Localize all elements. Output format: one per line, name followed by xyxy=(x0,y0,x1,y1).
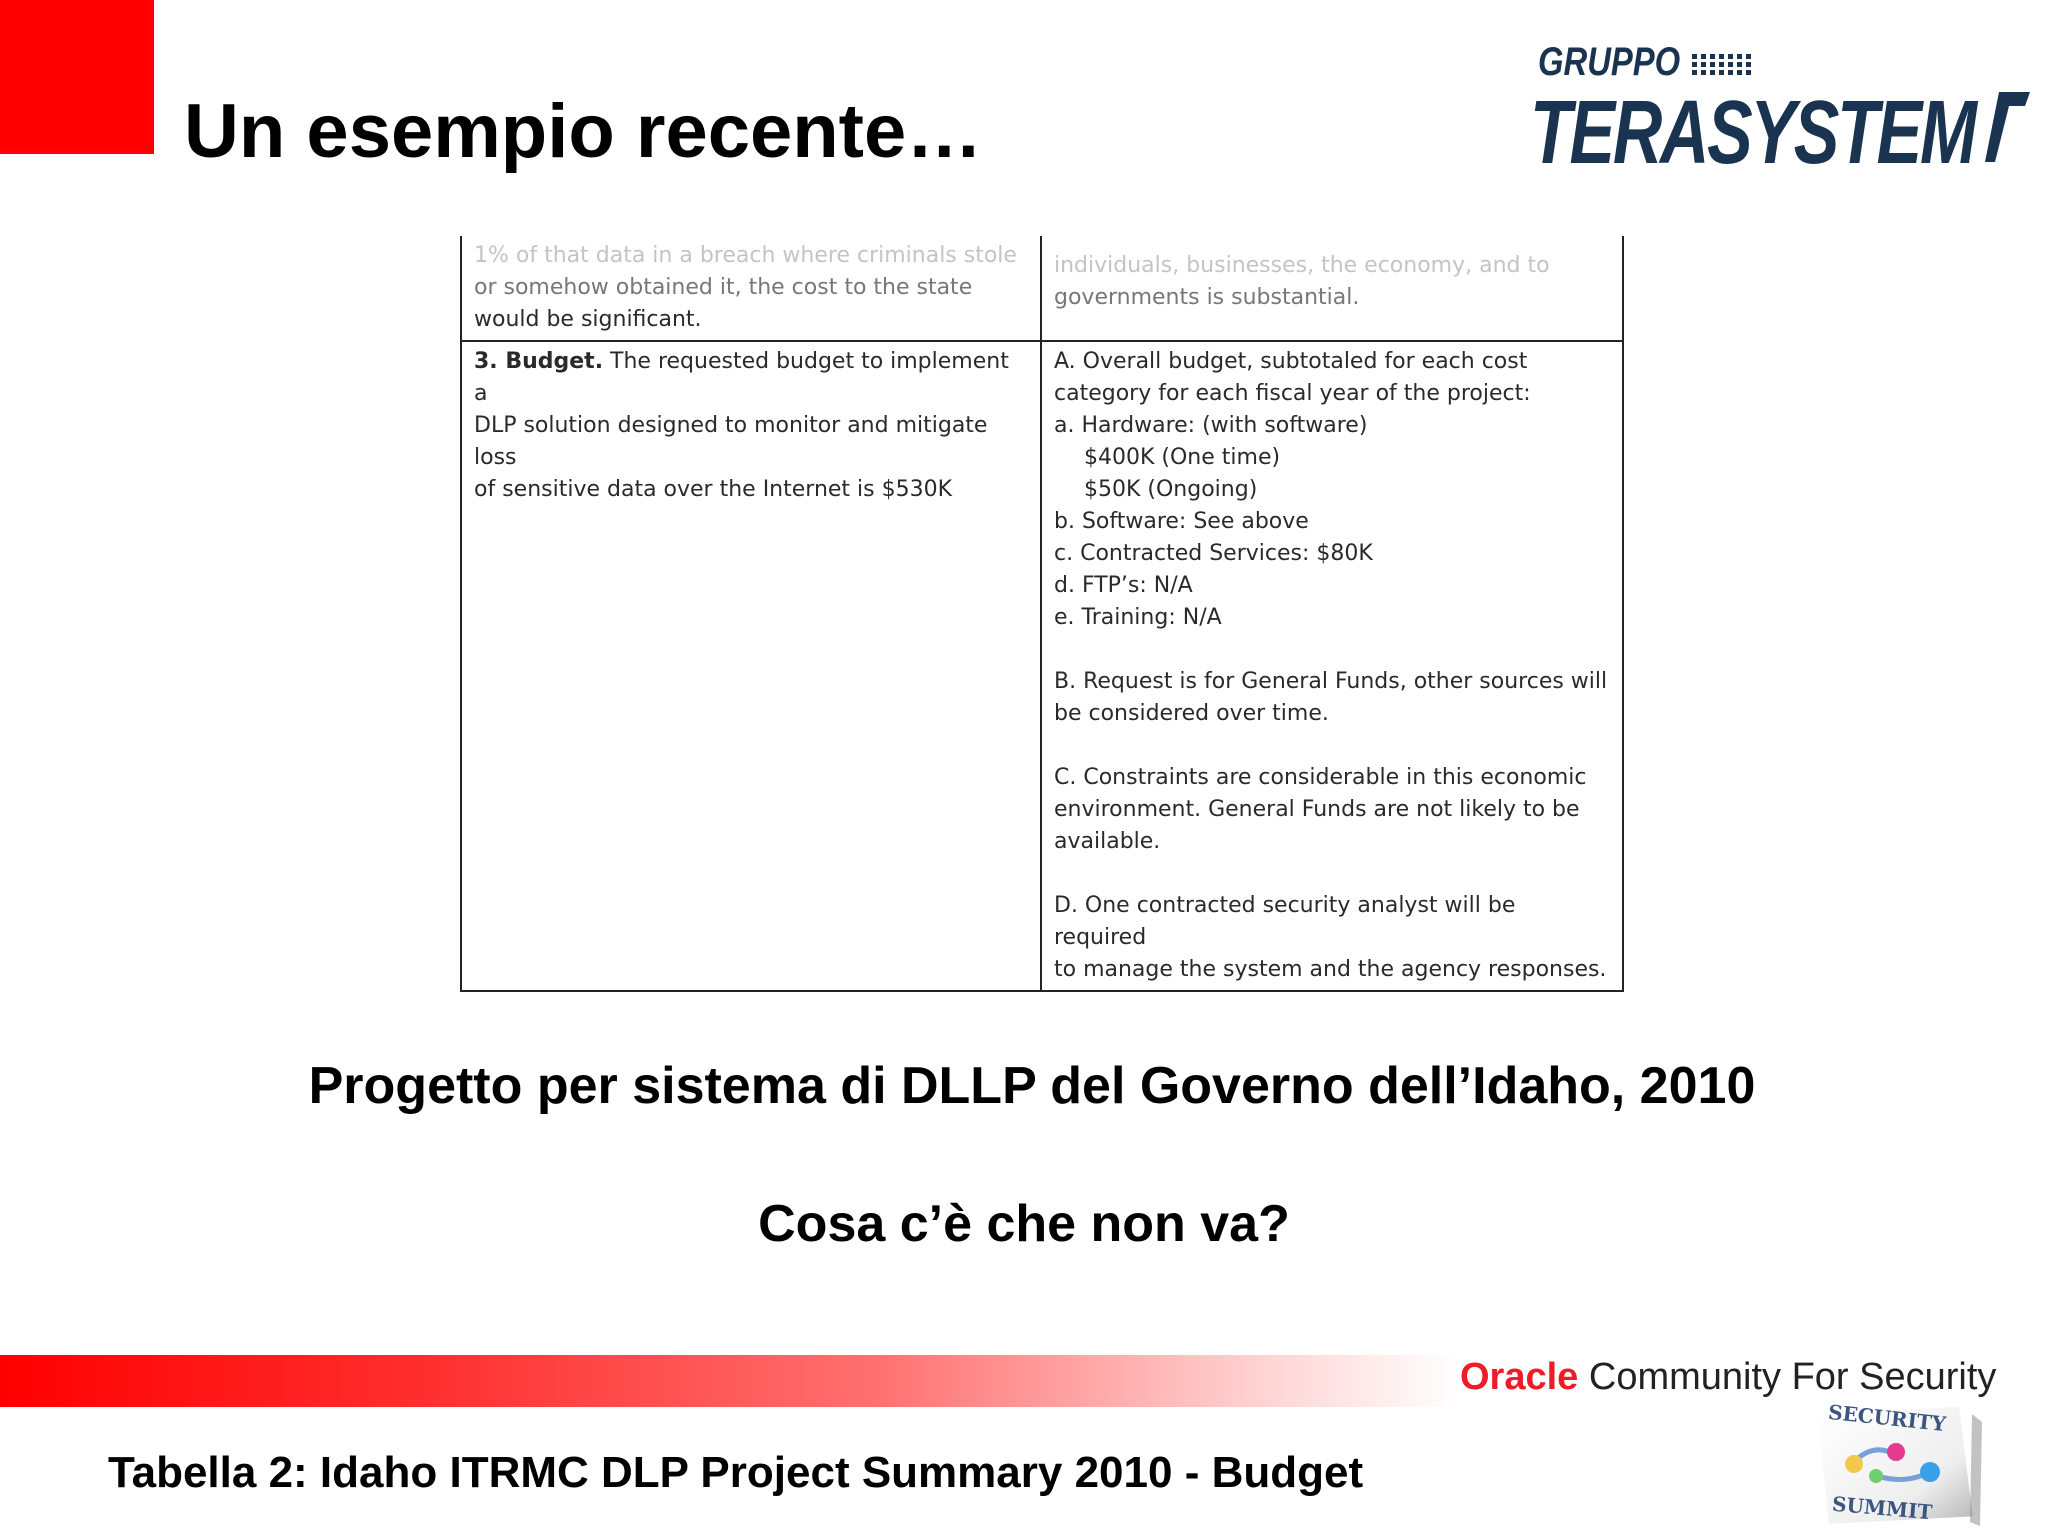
table-row xyxy=(461,236,1623,341)
red-corner-block xyxy=(0,0,154,154)
logo-terasystem-text: TERASYSTEM xyxy=(1530,83,1975,183)
question-caption: Cosa c’è che non va? xyxy=(758,1195,1290,1253)
oracle-word: Oracle xyxy=(1460,1356,1579,1398)
logo-slash-icon xyxy=(1985,92,2030,162)
logo-dots-icon xyxy=(1692,50,1772,78)
terasystem-logo xyxy=(1530,40,2030,200)
table-cell-budget-left: 3. Budget. The requested budget to implement a DLP solution designed to monitor and mitigate loss of sensitive data over the Internet is $530K xyxy=(461,341,1041,991)
footer-gradient-bar xyxy=(0,1355,1460,1407)
footer-table-caption: Tabella 2: Idaho ITRMC DLP Project Summary 2010 - Budget xyxy=(108,1448,1364,1497)
table-cell-budget-right: A. Overall budget, subtotaled for each cost category for each fiscal year of the project: a. Hardware: (with software) $400K (One time) $50K (Ongoing) b. Software: See above c. Contracted Services: $80K d. FTP’s: N/A e. Training: N/A B. Request is for General Funds, other sources will be considered over time. C. Constraints are considerable in this economic environment. General Funds are not likely to be available. D. One contracted security analyst will be required to manage the system and the agency responses. xyxy=(1041,341,1623,991)
badge-summit-text: SUMMIT xyxy=(1831,1491,1934,1525)
table-cell-top-right: individuals, businesses, the economy, and to governments is substantial. xyxy=(1041,236,1623,341)
slide-title: Un esempio recente… xyxy=(184,89,983,174)
security-summit-badge xyxy=(1812,1399,1992,1530)
budget-heading: 3. Budget. xyxy=(474,349,604,374)
badge-security-text: SECURITY xyxy=(1827,1399,1948,1437)
logo-gruppo-text: GRUPPO xyxy=(1538,40,1681,84)
budget-table xyxy=(460,236,1624,992)
table-cell-top-left: 1% of that data in a breach where criminals stole or somehow obtained it, the cost to the state would be significant. xyxy=(461,236,1041,341)
project-caption: Progetto per sistema di DLLP del Governo dell’Idaho, 2010 xyxy=(308,1057,1756,1115)
budget-table-image xyxy=(460,236,1624,982)
community-text: Community For Security xyxy=(1588,1356,1997,1398)
oracle-community-brand xyxy=(1460,1356,1996,1399)
table-row xyxy=(461,341,1623,991)
